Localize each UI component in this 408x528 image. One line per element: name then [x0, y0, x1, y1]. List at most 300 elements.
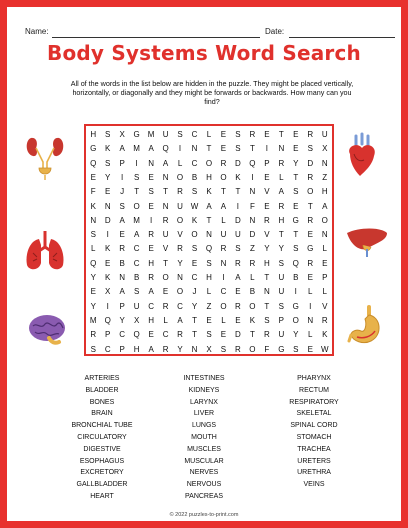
grid-letter[interactable]: S [206, 258, 212, 268]
word-item: MOUTH [191, 433, 217, 441]
grid-letter[interactable]: I [178, 144, 182, 154]
grid-letter[interactable]: S [278, 301, 284, 311]
grid-letter[interactable]: Q [104, 315, 111, 325]
grid-letter[interactable]: F [264, 344, 270, 354]
grid-letter[interactable]: A [235, 273, 241, 282]
word-item: VEINS [303, 481, 325, 489]
grid-letter[interactable]: Z [206, 301, 212, 311]
grid-row [86, 314, 332, 328]
grid-letter[interactable]: X [105, 287, 111, 297]
word-item: BLADDER [85, 386, 119, 394]
grid-letter[interactable]: C [119, 330, 126, 340]
grid-letter[interactable]: U [278, 273, 285, 282]
grid-letter[interactable]: J [120, 187, 125, 197]
grid-letter[interactable]: U [162, 230, 169, 240]
grid-letter[interactable]: N [249, 187, 256, 197]
grid-letter[interactable]: R [307, 215, 314, 225]
grid-row [86, 142, 332, 156]
grid-letter[interactable]: T [134, 187, 140, 197]
grid-letter[interactable]: E [220, 330, 227, 340]
grid-letter[interactable]: L [279, 172, 284, 182]
grid-letter[interactable]: R [249, 130, 256, 139]
grid-letter[interactable]: S [133, 287, 140, 297]
grid-letter[interactable]: S [177, 130, 183, 139]
grid-letter[interactable]: S [119, 201, 125, 211]
grid-letter[interactable]: C [133, 258, 140, 268]
grid-letter[interactable]: L [221, 215, 226, 225]
date-field-line[interactable] [289, 37, 395, 38]
grid-letter[interactable]: L [91, 244, 96, 254]
grid-letter[interactable]: E [90, 287, 96, 297]
grid-letter[interactable]: U [278, 287, 285, 297]
grid-letter[interactable]: E [148, 201, 154, 211]
grid-letter[interactable]: R [220, 244, 227, 254]
grid-letter[interactable]: P [119, 344, 125, 354]
grid-letter[interactable]: K [235, 172, 241, 182]
grid-letter[interactable]: U [220, 230, 227, 240]
grid-letter[interactable]: S [293, 244, 299, 254]
word-item: ARTERIES [84, 375, 120, 382]
grid-letter[interactable]: N [307, 315, 314, 325]
grid-letter[interactable]: I [149, 215, 153, 225]
grid-letter[interactable]: K [322, 330, 328, 340]
worksheet [7, 7, 401, 521]
grid-letter[interactable]: S [235, 244, 241, 254]
grid-letter[interactable]: E [105, 258, 111, 268]
grid-letter[interactable]: O [307, 187, 314, 197]
grid-letter[interactable]: Z [322, 172, 328, 182]
instructions: All of the words in the list below are hidden in the puzzle. They might be placed vertically, horizontally, or diagonally and they might be forwards or backwards. How many can you find? [70, 79, 354, 106]
word-item: INTESTINES [183, 375, 225, 382]
grid-letter[interactable]: H [278, 215, 285, 225]
grid-letter[interactable]: E [162, 287, 169, 297]
grid-letter[interactable]: E [235, 315, 241, 325]
grid-letter[interactable]: P [322, 273, 328, 282]
grid-letter[interactable]: D [235, 330, 241, 340]
grid-letter[interactable]: A [322, 201, 328, 211]
grid-letter[interactable]: A [220, 201, 227, 211]
grid-letter[interactable]: S [235, 130, 241, 139]
grid-letter[interactable]: L [308, 330, 313, 340]
grid-letter[interactable]: R [307, 130, 314, 139]
grid-letter[interactable]: R [321, 315, 328, 325]
grid-letter[interactable]: R [278, 158, 285, 168]
grid-letter[interactable]: T [264, 301, 270, 311]
grid-letter[interactable]: R [162, 215, 169, 225]
grid-letter[interactable]: A [148, 287, 154, 297]
grid-letter[interactable]: E [293, 144, 299, 154]
grid-letter[interactable]: C [191, 130, 198, 139]
grid-letter[interactable]: A [148, 144, 154, 154]
grid-letter[interactable]: A [148, 344, 154, 354]
word-search-grid[interactable] [84, 124, 334, 356]
grid-letter[interactable]: S [264, 315, 270, 325]
grid-letter[interactable]: U [278, 330, 285, 340]
grid-letter[interactable]: T [221, 187, 226, 197]
grid-letter[interactable]: E [293, 201, 299, 211]
grid-letter[interactable]: N [119, 273, 126, 282]
grid-letter[interactable]: R [148, 273, 154, 282]
grid-letter[interactable]: R [249, 258, 256, 268]
grid-letter[interactable]: S [191, 187, 198, 197]
grid-letter[interactable]: H [263, 258, 270, 268]
grid-letter[interactable]: T [293, 230, 299, 240]
grid-row [86, 300, 332, 314]
grid-letter[interactable]: T [293, 172, 299, 182]
heart-icon [344, 132, 380, 180]
grid-letter[interactable]: N [191, 144, 198, 154]
grid-letter[interactable]: S [307, 144, 313, 154]
grid-letter[interactable]: T [235, 187, 241, 197]
grid-letter[interactable]: V [322, 301, 328, 311]
grid-letter[interactable]: O [133, 201, 140, 211]
grid-letter[interactable]: S [133, 172, 140, 182]
grid-letter[interactable]: E [307, 273, 313, 282]
grid-letter[interactable]: Y [293, 158, 299, 168]
grid-letter[interactable]: T [206, 144, 212, 154]
grid-letter[interactable]: Z [249, 244, 255, 254]
grid-letter[interactable]: O [321, 215, 328, 225]
grid-letter[interactable]: E [322, 258, 328, 268]
grid-letter[interactable]: O [249, 344, 256, 354]
grid-letter[interactable]: B [249, 287, 256, 297]
grid-letter[interactable]: E [293, 130, 299, 139]
grid-letter[interactable]: A [133, 230, 140, 240]
grid-letter[interactable]: E [191, 258, 198, 268]
name-field-line[interactable] [52, 37, 260, 38]
grid-letter[interactable]: H [206, 273, 212, 282]
grid-letter[interactable]: T [206, 215, 212, 225]
grid-row [86, 257, 332, 271]
grid-letter[interactable]: H [148, 258, 154, 268]
grid-letter[interactable]: N [191, 344, 198, 354]
grid-letter[interactable]: I [236, 201, 240, 211]
grid-letter[interactable]: U [177, 201, 183, 211]
grid-letter[interactable]: Y [90, 301, 96, 311]
grid-letter[interactable]: A [119, 215, 125, 225]
grid-letter[interactable]: J [192, 287, 197, 297]
grid-letter[interactable]: E [264, 130, 270, 139]
grid-letter[interactable]: X [133, 315, 140, 325]
grid-letter[interactable]: N [278, 144, 285, 154]
grid-letter[interactable]: Y [177, 258, 183, 268]
grid-letter[interactable]: E [264, 201, 270, 211]
grid-letter[interactable]: R [235, 344, 241, 354]
word-item: BRAIN [91, 410, 113, 418]
grid-letter[interactable]: C [148, 301, 154, 311]
grid-letter[interactable]: Y [177, 344, 183, 354]
grid-letter[interactable]: Q [90, 158, 97, 168]
grid-letter[interactable]: E [220, 130, 227, 139]
grid-letter[interactable]: K [191, 215, 198, 225]
grid-letter[interactable]: S [105, 130, 111, 139]
grid-letter[interactable]: T [249, 144, 255, 154]
grid-letter[interactable]: T [278, 230, 284, 240]
grid-letter[interactable]: P [105, 330, 111, 340]
grid-letter[interactable]: R [162, 301, 169, 311]
grid-letter[interactable]: R [263, 330, 270, 340]
grid-letter[interactable]: R [235, 301, 241, 311]
grid-letter[interactable]: Q [90, 258, 97, 268]
grid-letter[interactable]: F [249, 201, 255, 211]
grid-letter[interactable]: H [206, 172, 212, 182]
grid-letter[interactable]: R [307, 258, 314, 268]
grid-letter[interactable]: S [90, 230, 96, 240]
grid-letter[interactable]: R [307, 172, 314, 182]
grid-letter[interactable]: E [148, 330, 154, 340]
grid-letter[interactable]: V [162, 244, 169, 254]
grid-letter[interactable]: E [148, 244, 154, 254]
grid-letter[interactable]: M [133, 144, 140, 154]
grid-letter[interactable]: A [206, 201, 212, 211]
grid-letter[interactable]: L [206, 130, 212, 139]
grid-letter[interactable]: S [191, 244, 198, 254]
grid-letter[interactable]: A [119, 287, 125, 297]
grid-letter[interactable]: W [320, 344, 329, 354]
grid-letter[interactable]: P [278, 315, 284, 325]
grid-letter[interactable]: M [147, 130, 155, 139]
grid-letter[interactable]: E [148, 172, 154, 182]
grid-letter[interactable]: N [206, 230, 212, 240]
grid-letter[interactable]: S [293, 344, 299, 354]
grid-letter[interactable]: G [307, 244, 314, 254]
grid-letter[interactable]: E [235, 287, 241, 297]
grid-letter[interactable]: T [307, 201, 313, 211]
grid-letter[interactable]: R [162, 344, 169, 354]
grid-letter[interactable]: G [292, 301, 299, 311]
grid-letter[interactable]: S [278, 258, 284, 268]
grid-letter[interactable]: K [105, 244, 111, 254]
grid-letter[interactable]: R [235, 258, 241, 268]
grid-letter[interactable]: O [220, 301, 227, 311]
word-item: MUSCLES [187, 445, 221, 453]
grid-letter[interactable]: Q [162, 144, 169, 154]
grid-letter[interactable]: U [235, 230, 241, 240]
grid-letter[interactable]: T [163, 258, 169, 268]
grid-letter[interactable]: W [190, 201, 199, 211]
grid-letter[interactable]: B [133, 273, 140, 282]
grid-letter[interactable]: Q [292, 258, 299, 268]
grid-letter[interactable]: H [90, 130, 97, 139]
grid-letter[interactable]: A [278, 187, 284, 197]
grid-letter[interactable]: D [235, 158, 241, 168]
grid-letter[interactable]: T [163, 187, 169, 197]
grid-letter[interactable]: X [206, 344, 212, 354]
grid-letter[interactable]: C [104, 344, 111, 354]
grid-letter[interactable]: V [264, 187, 270, 197]
grid-letter[interactable]: Y [90, 273, 96, 282]
grid-letter[interactable]: U [162, 130, 169, 139]
grid-letter[interactable]: N [148, 158, 154, 168]
grid-letter[interactable]: L [322, 244, 327, 254]
grid-letter[interactable]: N [162, 201, 169, 211]
grid-letter[interactable]: H [148, 315, 154, 325]
grid-letter[interactable]: Q [205, 244, 213, 254]
grid-letter[interactable]: R [119, 244, 126, 254]
grid-letter[interactable]: I [222, 273, 225, 282]
grid-letter[interactable]: D [104, 215, 111, 225]
grid-letter[interactable]: L [177, 158, 183, 168]
grid-letter[interactable]: R [220, 158, 227, 168]
grid-letter[interactable]: T [264, 273, 270, 282]
grid-letter[interactable]: E [105, 187, 111, 197]
grid-letter[interactable]: L [163, 315, 168, 325]
grid-letter[interactable]: C [177, 301, 183, 311]
grid-letter[interactable]: G [278, 344, 285, 354]
grid-letter[interactable]: A [177, 315, 183, 325]
grid-letter[interactable]: T [192, 330, 197, 340]
grid-letter[interactable]: I [309, 301, 312, 311]
grid-letter[interactable]: N [321, 158, 328, 168]
grid-letter[interactable]: F [90, 187, 96, 197]
grid-letter[interactable]: E [307, 344, 313, 354]
grid-letter[interactable]: G [133, 130, 140, 139]
grid-letter[interactable]: R [90, 330, 97, 340]
grid-letter[interactable]: D [235, 215, 241, 225]
grid-letter[interactable]: S [235, 144, 241, 154]
grid-letter[interactable]: M [133, 215, 140, 225]
grid-letter[interactable]: I [106, 230, 109, 240]
grid-letter[interactable]: O [191, 230, 198, 240]
grid-letter[interactable]: K [105, 144, 111, 154]
word-item: BRONCHIAL TUBE [71, 422, 133, 430]
grid-letter[interactable]: R [177, 187, 183, 197]
grid-letter[interactable]: V [264, 230, 270, 240]
grid-letter[interactable]: S [220, 344, 227, 354]
grid-letter[interactable]: D [249, 230, 256, 240]
grid-row [86, 171, 332, 185]
grid-letter[interactable]: N [162, 172, 169, 182]
grid-letter[interactable]: S [206, 330, 212, 340]
grid-letter[interactable]: A [119, 144, 125, 154]
grid-letter[interactable]: B [293, 273, 299, 282]
grid-letter[interactable]: C [191, 273, 198, 282]
word-item: LIVER [193, 410, 215, 418]
grid-letter[interactable]: E [307, 230, 313, 240]
grid-letter[interactable]: Q [249, 158, 256, 168]
grid-letter[interactable]: E [220, 144, 227, 154]
word-item: RESPIRATORY [289, 398, 339, 406]
page-title: Body Systems Word Search [47, 41, 361, 65]
grid-letter[interactable]: I [265, 144, 268, 154]
grid-letter[interactable]: S [90, 344, 96, 354]
grid-letter[interactable]: G [90, 144, 97, 154]
grid-letter[interactable]: C [133, 244, 140, 254]
grid-letter[interactable]: Y [191, 301, 198, 311]
grid-letter[interactable]: C [220, 287, 227, 297]
grid-letter[interactable]: O [205, 158, 213, 168]
grid-letter[interactable]: I [121, 172, 124, 182]
grid-letter[interactable]: P [119, 301, 125, 311]
grid-letter[interactable]: O [249, 301, 256, 311]
grid-letter[interactable]: N [263, 287, 270, 297]
grid-letter[interactable]: K [105, 273, 111, 282]
grid-letter[interactable]: L [322, 287, 327, 297]
grid-letter[interactable]: S [293, 187, 299, 197]
grid-letter[interactable]: V [177, 230, 183, 240]
word-item: RECTUM [299, 386, 329, 394]
word-list-column-1 [57, 373, 147, 503]
grid-letter[interactable]: C [191, 158, 198, 168]
grid-letter[interactable]: U [133, 301, 140, 311]
grid-letter[interactable]: K [249, 315, 256, 325]
grid-letter[interactable]: N [321, 230, 328, 240]
grid-letter[interactable]: O [220, 172, 227, 182]
grid-letter[interactable]: O [292, 315, 299, 325]
grid-letter[interactable]: N [90, 215, 97, 225]
grid-letter[interactable]: D [307, 158, 314, 168]
grid-letter[interactable]: K [206, 187, 212, 197]
grid-letter[interactable]: T [249, 330, 255, 340]
grid-letter[interactable]: S [105, 158, 111, 168]
grid-letter[interactable]: X [322, 144, 328, 154]
grid-letter[interactable]: N [177, 273, 183, 282]
grid-letter[interactable]: L [221, 315, 226, 325]
grid-letter[interactable]: M [89, 315, 97, 325]
grid-letter[interactable]: A [162, 158, 169, 168]
grid-letter[interactable]: K [90, 201, 96, 211]
word-item: EXCRETORY [80, 469, 124, 477]
grid-letter[interactable]: E [90, 172, 96, 182]
grid-letter[interactable]: U [321, 130, 328, 139]
grid-letter[interactable]: I [294, 287, 297, 297]
grid-letter[interactable]: N [220, 258, 227, 268]
grid-letter[interactable]: Y [264, 244, 270, 254]
grid-letter[interactable]: I [251, 172, 254, 182]
grid-letter[interactable]: P [119, 158, 125, 168]
grid-letter[interactable]: Y [119, 315, 125, 325]
grid-letter[interactable]: E [264, 172, 270, 182]
grid-letter[interactable]: O [162, 273, 169, 282]
grid-letter[interactable]: R [177, 330, 183, 340]
grid-letter[interactable]: T [278, 130, 284, 139]
grid-letter[interactable]: I [135, 158, 138, 168]
grid-letter[interactable]: B [119, 258, 125, 268]
grid-letter[interactable]: T [192, 315, 197, 325]
grid-letter[interactable]: E [206, 315, 212, 325]
grid-letter[interactable]: H [321, 187, 328, 197]
grid-letter[interactable]: L [206, 287, 212, 297]
grid-letter[interactable]: P [264, 158, 270, 168]
grid-letter[interactable]: R [177, 244, 183, 254]
grid-letter[interactable]: S [148, 187, 154, 197]
grid-letter[interactable]: B [191, 172, 198, 182]
grid-letter[interactable]: R [148, 230, 154, 240]
grid-letter[interactable]: N [104, 201, 111, 211]
grid-letter[interactable]: N [249, 215, 256, 225]
grid-letter[interactable]: O [176, 172, 184, 182]
grid-letter[interactable]: Q [133, 330, 140, 340]
grid-letter[interactable]: X [119, 130, 125, 139]
grid-letter[interactable]: R [278, 201, 285, 211]
grid-letter[interactable]: I [106, 301, 109, 311]
grid-letter[interactable]: R [263, 215, 270, 225]
grid-letter[interactable]: Y [105, 172, 111, 182]
grid-letter[interactable]: H [133, 344, 140, 354]
word-item: BONES [89, 398, 115, 406]
copyright-footer: © 2022 puzzles-to-print.com [169, 512, 239, 518]
grid-letter[interactable]: O [176, 287, 184, 297]
grid-letter[interactable]: G [292, 215, 299, 225]
grid-letter[interactable]: E [119, 230, 125, 240]
grid-letter[interactable]: C [162, 330, 169, 340]
grid-letter[interactable]: O [176, 215, 184, 225]
grid-letter[interactable]: Y [293, 330, 299, 340]
name-date-bar [25, 24, 395, 38]
grid-letter[interactable]: Y [278, 244, 284, 254]
grid-letter[interactable]: L [308, 287, 313, 297]
grid-letter[interactable]: L [250, 273, 255, 282]
